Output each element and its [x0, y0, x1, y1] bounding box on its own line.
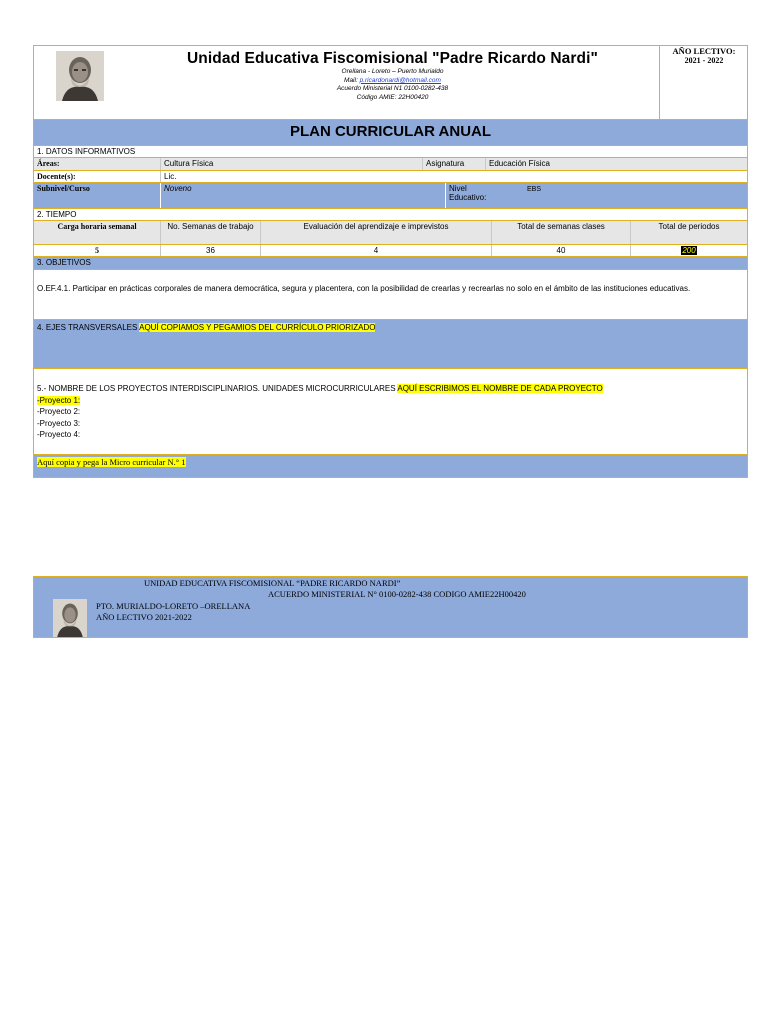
plan-title-row — [33, 120, 748, 146]
projects-heading — [37, 383, 744, 395]
objectives-text: O.EF.4.1. Participar en prácticas corporales de manera democrática, segura y placentera, con la posibilidad de crearlas y recrearlas no solo en el ámbito de las instituciones educativas. — [37, 284, 691, 293]
micro-curricular-note: Aquí copia y pega la Micro curricular N.° 1 — [37, 457, 186, 467]
time-header-weeks: No. Semanas de trabajo — [160, 221, 260, 244]
evaluation-weeks-value: 4 — [260, 245, 491, 256]
weekly-load-value: 5 — [95, 246, 99, 255]
level-label-cell — [445, 183, 524, 208]
weeks-value: 36 — [160, 245, 260, 256]
subject-value: Educación Física — [485, 158, 747, 170]
project-4: -Proyecto 4: — [37, 430, 81, 439]
school-year-label: AÑO LECTIVO: — [672, 46, 736, 56]
micro-curricular-cell — [34, 455, 747, 469]
cross-cutting-heading — [34, 320, 747, 334]
projects-row — [33, 369, 748, 455]
level-value: EBS — [527, 186, 542, 193]
plan-grid — [33, 120, 748, 478]
footer-agreement: ACUERDO MINISTERIAL N° 0100-0282-438 CODIGO AMIE22H00420 — [268, 589, 526, 599]
section-1-heading-row — [33, 146, 748, 158]
project-1 — [37, 395, 744, 407]
projects-block — [34, 369, 747, 441]
areas-label: Áreas: — [37, 159, 60, 168]
time-values-row — [33, 245, 748, 257]
micro-curricular-row — [33, 455, 748, 478]
header-title-cell — [126, 46, 659, 119]
project-3: -Proyecto 3: — [37, 418, 81, 428]
plan-title: PLAN CURRICULAR ANUAL — [289, 123, 492, 140]
section-5-title: 5.- NOMBRE DE LOS PROYECTOS INTERDISCIPLINARIOS. UNIDADES MICROCURRICULARES — [37, 384, 396, 393]
objectives-row — [33, 270, 748, 320]
footer-location: PTO. MURIALDO-LORETO –ORELLANA — [96, 601, 251, 611]
project-1-label: -Proyecto 1: — [37, 395, 81, 405]
section-2-title: 2. TIEMPO — [37, 210, 77, 219]
sublevel-label: Subnivel/Curso — [37, 184, 90, 193]
sublevel-row — [33, 183, 748, 209]
time-header-total-weeks: Total de semanas clases — [491, 221, 630, 244]
total-weeks-value: 40 — [491, 245, 630, 256]
areas-value: Cultura Física — [160, 158, 422, 170]
amie-code: Código AMIE: 22H00420 — [356, 93, 429, 101]
cross-cutting-row — [33, 320, 748, 369]
time-header-evaluation: Evaluación del aprendizaje e imprevistos — [260, 221, 491, 244]
section-1-title: 1. DATOS INFORMATIVOS — [37, 147, 136, 156]
level-label-line-1: Nivel — [449, 184, 467, 193]
founder-portrait-image — [56, 51, 104, 101]
section-5-note: AQUÍ ESCRIBIMOS EL NOMBRE DE CADA PROYECTO — [397, 384, 603, 393]
mail-label: Mail: — [344, 76, 358, 84]
school-mail-line — [126, 77, 659, 86]
section-4-note: AQUÍ COPIAMOS Y PEGAMIOS DEL CURRÍCULO PRIORIZADO — [139, 323, 376, 332]
section-3-heading-row — [33, 257, 748, 270]
footer-school-name: UNIDAD EDUCATIVA FISCOMISIONAL “PADRE RICARDO NARDI” — [144, 578, 401, 588]
total-periods-cell — [630, 245, 747, 256]
footer-school-year: AÑO LECTIVO 2021-2022 — [96, 612, 192, 622]
ministerial-agreement: Acuerdo Ministerial N1 0100-0282-438 — [336, 85, 449, 93]
section-2-heading-row — [33, 209, 748, 221]
subject-label: Asignatura — [422, 158, 485, 170]
section-4-title: 4. EJES TRANSVERSALES — [37, 323, 138, 332]
teacher-value: Lic. — [160, 171, 747, 182]
school-year-value: 2021 - 2022 — [684, 56, 724, 65]
section-3-title: 3. OBJETIVOS — [37, 258, 91, 267]
school-name: Unidad Educativa Fiscomisional "Padre Ricardo Nardi" — [187, 50, 598, 67]
document-header — [33, 45, 748, 120]
time-header-weekly-load: Carga horaria semanal — [57, 222, 137, 231]
time-header-row — [33, 221, 748, 245]
time-header-total-periods: Total de periodos — [630, 221, 747, 244]
areas-row — [33, 158, 748, 171]
level-label-line-2: Educativo: — [449, 193, 487, 202]
founder-portrait-small-image — [53, 599, 87, 637]
school-year-cell — [659, 46, 748, 119]
sublevel-value: Noveno — [160, 183, 445, 208]
school-location: Orellana - Loreto – Puerto Murialdo — [341, 68, 444, 75]
header-photo-cell — [34, 46, 126, 119]
mail-link[interactable]: p.ricardonardi@hotmail.com — [359, 76, 441, 84]
project-2: -Proyecto 2: — [37, 407, 81, 416]
teacher-row — [33, 171, 748, 183]
total-periods-value: 200 — [682, 246, 696, 255]
footer-band — [33, 576, 748, 638]
teacher-label: Docente(s): — [37, 172, 76, 181]
